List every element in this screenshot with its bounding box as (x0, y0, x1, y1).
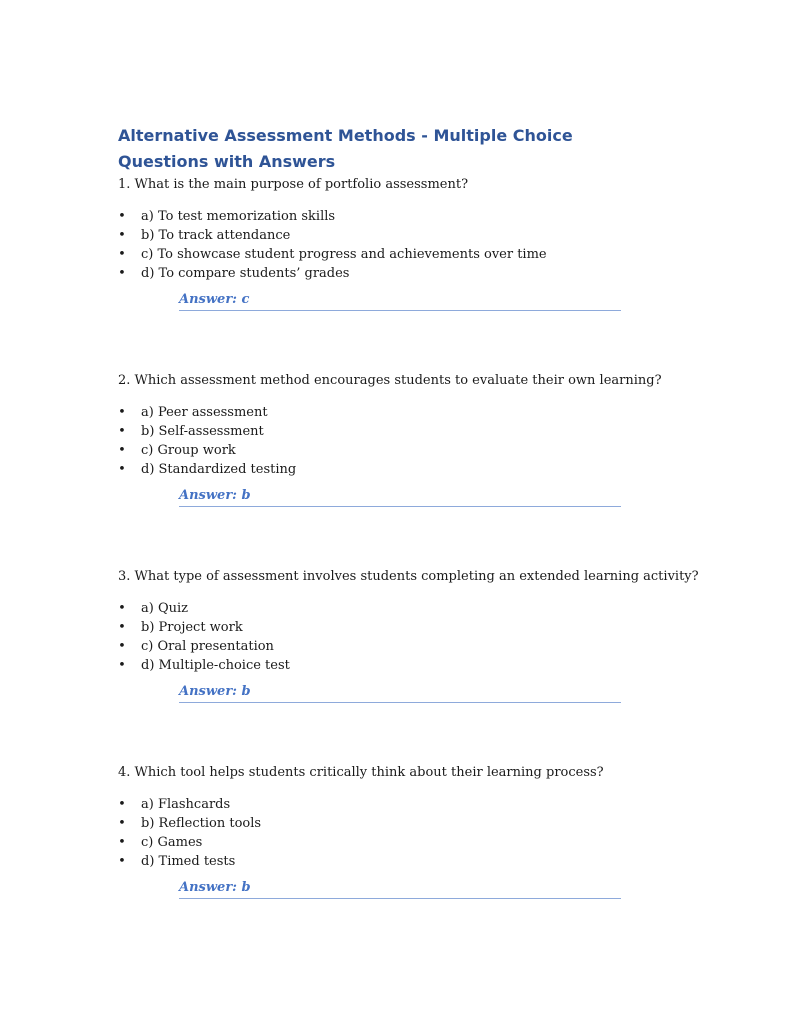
answer-box (179, 288, 621, 311)
bullet-icon: • (118, 209, 126, 224)
option-c (118, 441, 296, 460)
answer-box (179, 876, 621, 899)
option-label: d) Multiple-choice test (141, 658, 290, 673)
answer-text: Answer: c (179, 292, 250, 307)
option-label: c) Games (141, 835, 203, 850)
answer-box (179, 484, 621, 507)
answer-text: Answer: b (179, 488, 251, 503)
option-d (118, 264, 547, 283)
option-label: b) Reflection tools (141, 816, 262, 831)
option-label: d) Timed tests (141, 854, 236, 869)
option-b (118, 422, 296, 441)
bullet-icon: • (118, 443, 126, 458)
option-label: c) Group work (141, 443, 236, 458)
answer-text: Answer: b (179, 684, 251, 699)
option-label: b) Project work (141, 620, 243, 635)
option-a (118, 795, 261, 814)
page-title: Alternative Assessment Methods - Multiple Choice Questions with Answers (118, 126, 573, 171)
bullet-icon: • (118, 835, 126, 850)
options-list (118, 599, 290, 675)
option-label: d) To compare students’ grades (141, 266, 350, 281)
answer-box (179, 680, 621, 703)
option-label: a) Peer assessment (141, 405, 268, 420)
bullet-icon: • (118, 266, 126, 281)
option-d (118, 460, 296, 479)
bullet-icon: • (118, 462, 126, 477)
options-list (118, 795, 261, 871)
option-a (118, 403, 296, 422)
option-c (118, 637, 290, 656)
bullet-icon: • (118, 424, 126, 439)
question-text: 1. What is the main purpose of portfolio assessment? (118, 177, 469, 192)
bullet-icon: • (118, 228, 126, 243)
bullet-icon: • (118, 247, 126, 262)
option-d (118, 852, 261, 871)
option-label: a) Flashcards (141, 797, 231, 812)
question-text: 4. Which tool helps students critically think about their learning process? (118, 765, 604, 780)
bullet-icon: • (118, 639, 126, 654)
option-label: c) Oral presentation (141, 639, 274, 654)
option-a (118, 599, 290, 618)
option-c (118, 833, 261, 852)
option-a (118, 207, 547, 226)
question-text: 2. Which assessment method encourages students to evaluate their own learning? (118, 373, 662, 388)
option-label: c) To showcase student progress and achievements over time (141, 247, 547, 262)
option-b (118, 226, 547, 245)
option-label: d) Standardized testing (141, 462, 297, 477)
answer-text: Answer: b (179, 880, 251, 895)
bullet-icon: • (118, 854, 126, 869)
option-label: a) Quiz (141, 601, 188, 616)
bullet-icon: • (118, 816, 126, 831)
bullet-icon: • (118, 601, 126, 616)
option-b (118, 618, 290, 637)
bullet-icon: • (118, 620, 126, 635)
option-d (118, 656, 290, 675)
bullet-icon: • (118, 658, 126, 673)
option-label: b) Self-assessment (141, 424, 264, 439)
option-label: a) To test memorization skills (141, 209, 336, 224)
option-b (118, 814, 261, 833)
bullet-icon: • (118, 797, 126, 812)
option-c (118, 245, 547, 264)
options-list (118, 403, 296, 479)
question-text: 3. What type of assessment involves students completing an extended learning activity? (118, 569, 699, 584)
bullet-icon: • (118, 405, 126, 420)
option-label: b) To track attendance (141, 228, 291, 243)
options-list (118, 207, 547, 283)
